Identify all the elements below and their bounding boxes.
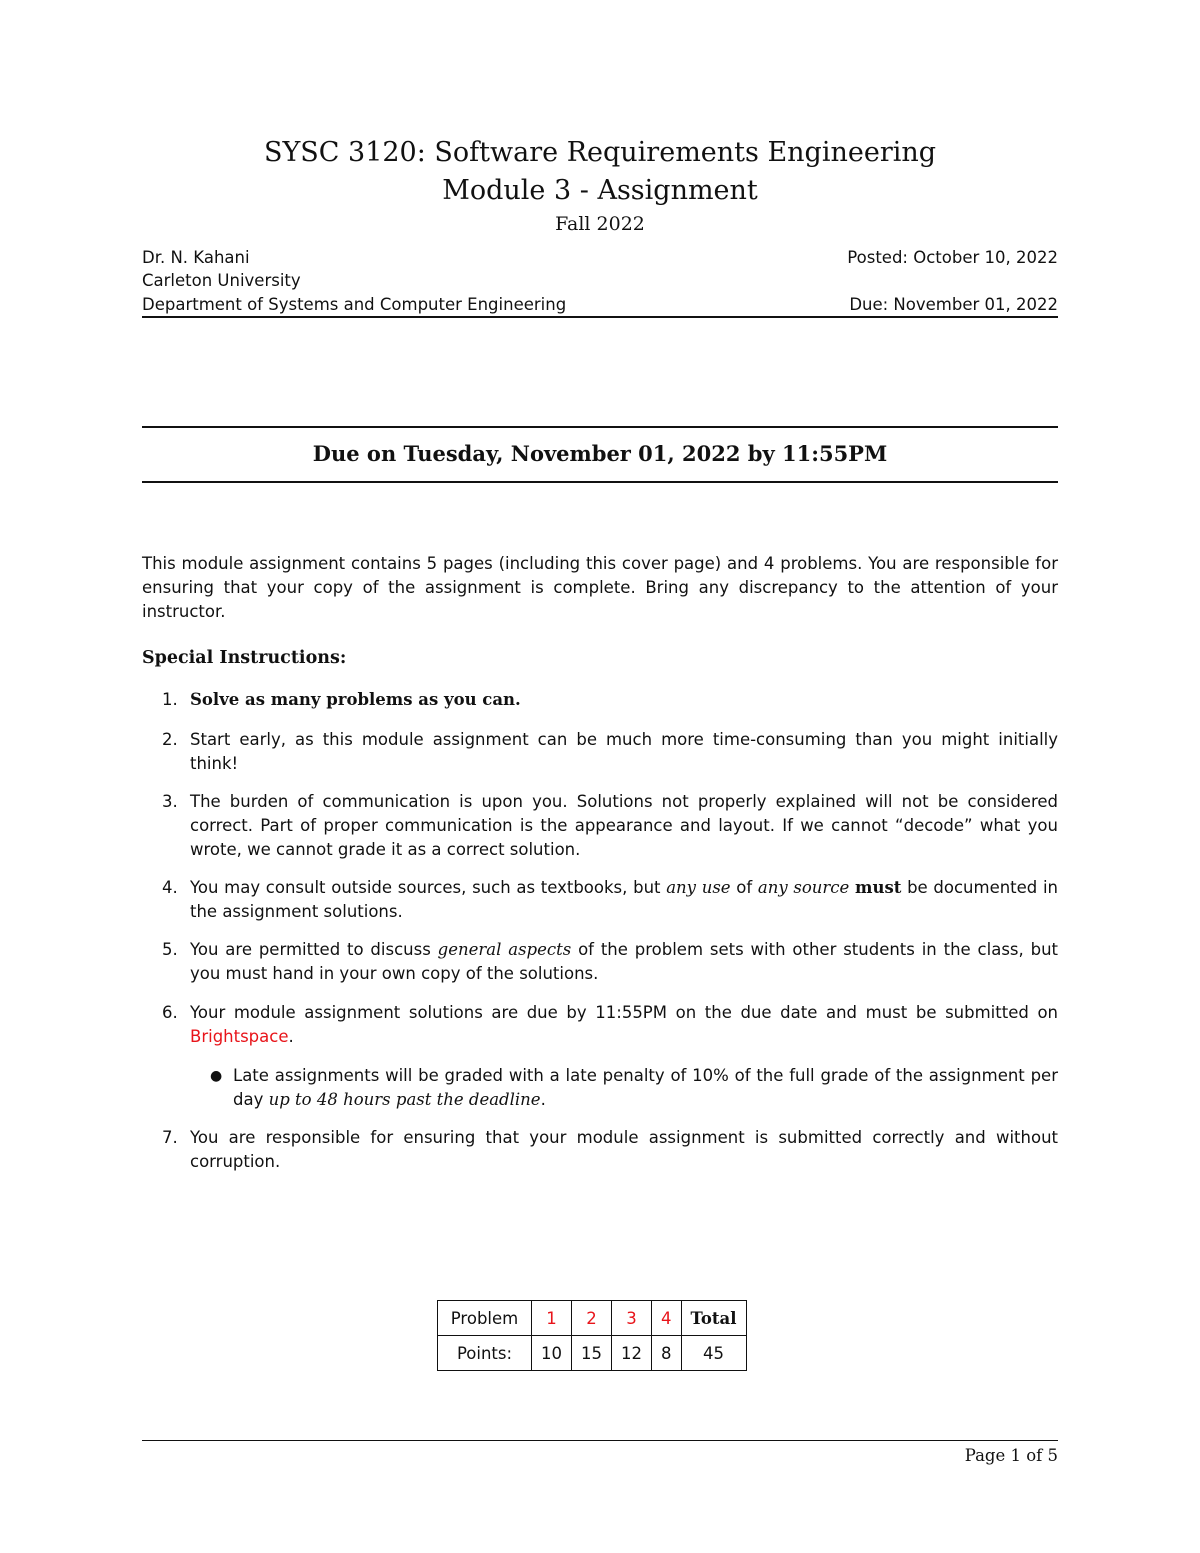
footer-rule: [142, 1440, 1058, 1441]
due-date: Due: November 01, 2022: [849, 295, 1058, 314]
emphasis: any use: [666, 878, 731, 897]
table-cell: 12: [612, 1336, 652, 1371]
emphasis: any source: [757, 878, 850, 897]
bullet-text: [233, 1064, 1058, 1112]
text-segment: Your module assignment solutions are due by 11:55PM on the due date and must be submitted on: [190, 1003, 1058, 1022]
table-header-cell: Problem: [438, 1301, 532, 1336]
text-segment: You are permitted to discuss: [190, 940, 438, 959]
intro-paragraph: This module assignment contains 5 pages (including this cover page) and 4 problems. You are responsible for ensuring that your copy of the assignment is complete. Bring any discrepancy to the attention of your instructor.: [142, 554, 1058, 621]
problem-link[interactable]: 4: [652, 1301, 682, 1336]
item-text: Start early, as this module assignment can be much more time-consuming than you might initially think!: [190, 730, 1058, 773]
table-cell: 10: [532, 1336, 572, 1371]
text-segment: be documented in the assignment solutions.: [190, 878, 1059, 921]
page-number: Page 1 of 5: [964, 1446, 1058, 1465]
emphasis: up to 48 hours past the deadline: [268, 1090, 541, 1109]
text-segment: You may consult outside sources, such as textbooks, but: [190, 878, 667, 897]
posted-date: Posted: October 10, 2022: [847, 248, 1058, 267]
item-text: [190, 938, 1058, 986]
university-name: Carleton University: [142, 271, 301, 290]
text-segment: of: [730, 878, 758, 897]
strong-text: must: [855, 878, 902, 897]
table-cell: 45: [681, 1336, 746, 1371]
department-name: Department of Systems and Computer Engineering: [142, 295, 567, 314]
table-header-cell: Total: [681, 1301, 746, 1336]
problem-link[interactable]: 2: [572, 1301, 612, 1336]
item-number: 2.: [162, 730, 178, 749]
term: Fall 2022: [555, 213, 645, 235]
meta-row-2: [142, 270, 1058, 292]
due-banner-bottom-rule: [142, 481, 1058, 483]
problem-link[interactable]: 3: [612, 1301, 652, 1336]
bullet-dot-icon: ●: [210, 1068, 223, 1084]
due-banner: Due on Tuesday, November 01, 2022 by 11:55PM: [312, 441, 888, 466]
item-text: The burden of communication is upon you. Solutions not properly explained will not be considered correct. Part of proper communication is the appearance and layout. If we cannot “decode” what you wrote, we cannot grade it as a correct solution.: [190, 792, 1058, 859]
text-segment: Late assignments will be graded with a late penalty of 10% of the full grade of the assignment per day: [233, 1066, 1058, 1109]
table-row: [438, 1301, 747, 1336]
table-row: [438, 1336, 747, 1371]
item-number: 1.: [162, 690, 178, 709]
document-page: [142, 0, 1058, 1553]
meta-row-3: [142, 294, 1058, 316]
item-number: 6.: [162, 1003, 178, 1022]
text-segment: .: [540, 1090, 546, 1109]
item-text: [190, 876, 1058, 924]
meta-row-1: [142, 247, 1058, 269]
table-cell: 8: [652, 1336, 682, 1371]
brightspace-link[interactable]: Brightspace: [190, 1027, 289, 1046]
assignment-title: Module 3 - Assignment: [442, 175, 758, 206]
due-banner-top-rule: [142, 426, 1058, 428]
item-text: You are responsible for ensuring that your module assignment is submitted correctly and without corruption.: [190, 1128, 1058, 1171]
problem-link[interactable]: 1: [532, 1301, 572, 1336]
item-number: 3.: [162, 792, 178, 811]
item-text: Solve as many problems as you can.: [190, 690, 521, 709]
item-number: 5.: [162, 940, 178, 959]
course-title: SYSC 3120: Software Requirements Engineering: [263, 137, 937, 168]
item-number: 4.: [162, 878, 178, 897]
emphasis: general aspects: [437, 940, 572, 959]
instructor-name: Dr. N. Kahani: [142, 248, 250, 267]
item-number: 7.: [162, 1128, 178, 1147]
item-text: [190, 1001, 1058, 1049]
text-segment: .: [288, 1027, 294, 1046]
table-cell: 15: [572, 1336, 612, 1371]
header-rule: [142, 316, 1058, 318]
special-instructions-heading: Special Instructions:: [142, 648, 347, 668]
text-segment: of the problem sets with other students in the class, but you must hand in your own copy of the solutions.: [190, 940, 1059, 983]
table-header-cell: Points:: [438, 1336, 532, 1371]
points-table: [437, 1300, 747, 1371]
